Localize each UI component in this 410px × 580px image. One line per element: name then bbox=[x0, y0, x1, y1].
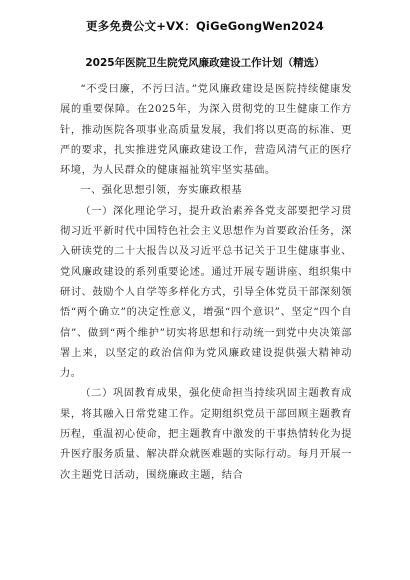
section-heading: 一、强化思想引领，夯实廉政根基 bbox=[80, 185, 243, 197]
subsection-paragraph-1: （一）深化理论学习，提升政治素养各党支部要把学习贯彻习近平新时代中国特色社会主义思想作为首要政治任务，深入研读党的二十大报告以及习近平总书记关于卫生健康事业、党风廉政建设的系列重要论述。通过开展专题讲座、组织集中研讨、鼓励个人自学等多样化方式，引导全体党员干部深刻领悟“两个确立”的决定性意义，增强“四个意识”、坚定“四个自信”、做到“两个维护”切实将思想和行动统一到党中央决策部署上来，以坚定的政治信仰为党风廉政建设提供强大精神动力。 bbox=[60, 205, 352, 380]
document-body bbox=[60, 80, 352, 486]
intro-paragraph: “不受曰廉，不污曰洁。”党风廉政建设是医院持续健康发展的重要保障。在2025年，为深入贯彻党的卫生健康工作方针，推动医院各项事业高质量发展，我们将以更高的标准、更严的要求，扎实推进党风廉政建设工作，营造风清气正的医疗环境，为人民群众的健康福祉筑牢坚实基础。 bbox=[60, 84, 352, 177]
watermark-header: 更多免费公文+VX：QiGeGongWen2024 bbox=[86, 19, 324, 33]
subsection-paragraph-2: （二）巩固教育成果，强化使命担当持续巩固主题教育成果，将其融入日常党建工作。定期组织党员干部回顾主题教育历程，重温初心使命，把主题教育中激发的干事热情转化为提升医疗服务质量、解决群众就医难题的实际行动。每月开展一次主题党日活动，围绕廉政主题，结合 bbox=[60, 388, 352, 481]
document-title: 2025年医院卫生院党风廉政建设工作计划（精选） bbox=[85, 57, 325, 69]
